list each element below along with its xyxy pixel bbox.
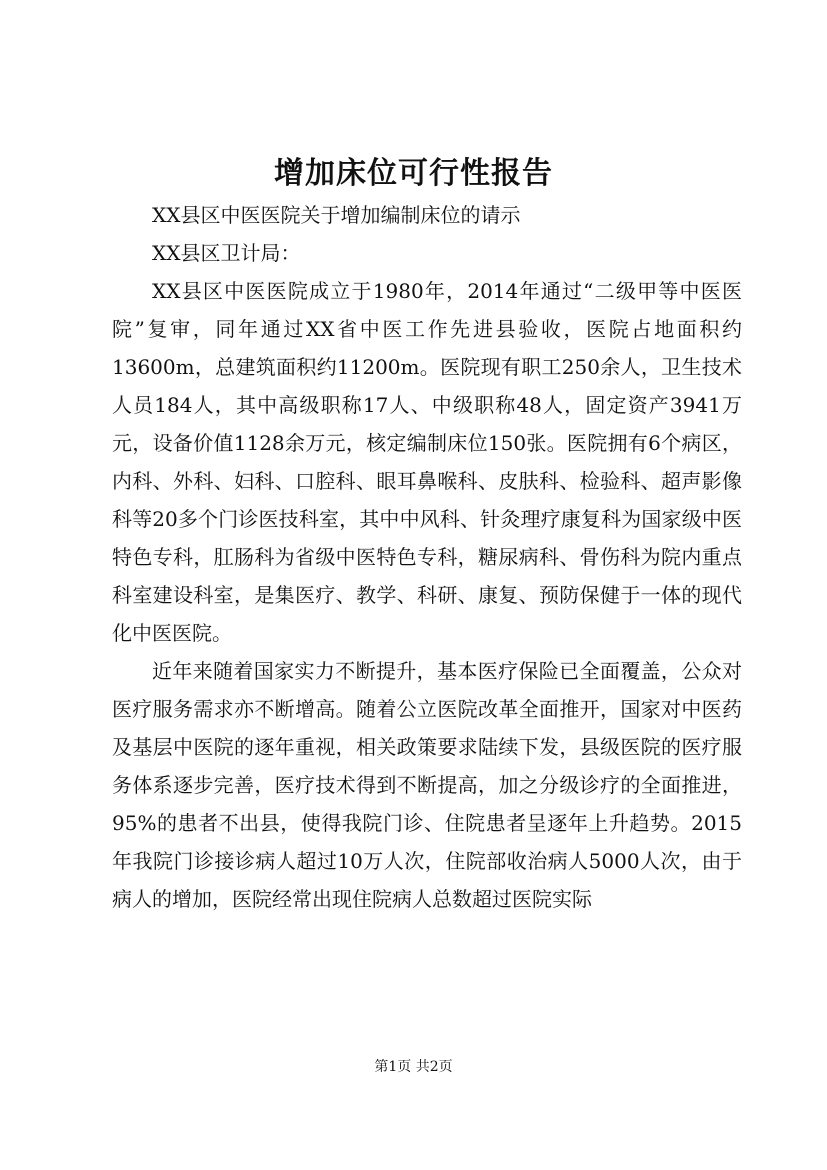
addressee-line: XX县区卫计局：	[152, 241, 301, 265]
subject-line: XX县区中医医院关于增加编制床位的请示	[152, 203, 521, 227]
paragraph-2: 近年来随着国家实力不断提升，基本医疗保险已全面覆盖，公众对医疗服务需求亦不断增高。随着公立医院改革全面推开，国家对中医药及基层中医院的逐年重视，相关政策要求陆续下发，县级医院的医疗服务体系逐步完善，医疗技术得到不断提高，加之分级诊疗的全面推进，95%的患者不出县，使得我院门诊、住院患者呈逐年上升趋势。2015年我院门诊接诊病人超过10万人次，住院部收治病人5000人次，由于病人的增加，医院经常出现住院病人总数超过医院实际	[112, 659, 742, 911]
paragraph-1: XX县区中医医院成立于1980年，2014年通过“二级甲等中医医院”复审，同年通过XX省中医工作先进县验收，医院占地面积约13600m，总建筑面积约11200m。医院现有职工250余人，卫生技术人员184人，其中高级职称17人、中级职称48人，固定资产3941万元，设备价值1128余万元，核定编制床位150张。医院拥有6个病区，内科、外科、妇科、口腔科、眼耳鼻喉科、皮肤科、检验科、超声影像科等20多个门诊医技科室，其中中风科、针灸理疗康复科为国家级中医特色专科，肛肠科为省级中医特色专科，糖尿病科、骨伤科为院内重点科室建设科室，是集医疗、教学、科研、康复、预防保健于一体的现代化中医医院。	[112, 279, 742, 645]
document-body	[112, 196, 742, 918]
document-title: 增加床位可行性报告	[274, 156, 553, 191]
page-footer: 第1页 共2页	[374, 1059, 453, 1075]
